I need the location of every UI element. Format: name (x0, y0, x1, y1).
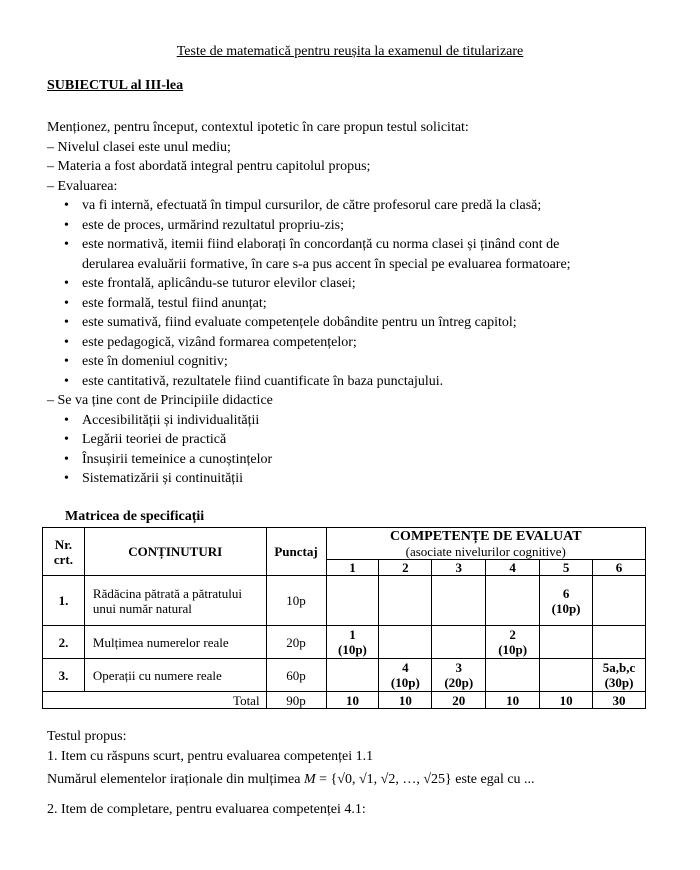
set-elements: √0, √1, √2, …, √25 (337, 772, 446, 787)
context-section (47, 118, 647, 489)
matrix-title: Matricea de specificații (65, 509, 205, 524)
row-content-line2: unui număr natural (92, 600, 192, 616)
header-competences (326, 528, 646, 560)
comp-number: 5 (540, 560, 593, 576)
comp-cell-points: (30p) (604, 675, 634, 690)
set-definition: = {√0, √1, √2, …, √25} (319, 772, 452, 787)
evaluation-list (47, 196, 647, 391)
comp-cell (593, 576, 646, 626)
comp-cell (593, 626, 646, 659)
evaluation-item: • este sumativă, fiind evaluate competențele dobândite pentru un întreg capitol; (47, 313, 647, 333)
evaluation-item: • este formală, testul fiind anunțat; (47, 294, 647, 314)
comp-cell (486, 576, 540, 626)
total-cell: 10 (379, 692, 432, 709)
comp-cell (486, 626, 540, 659)
evaluation-item-line1: este normativă, itemii fiind elaborați în concordanță cu norma clasei și ținând cont de (82, 237, 560, 252)
header-nr-line1: Nr. (54, 536, 73, 552)
comp-cell (379, 576, 432, 626)
dash-item: – Nivelul clasei este unul mediu; (47, 139, 231, 155)
header-nr (43, 528, 85, 576)
comp-number: 2 (379, 560, 432, 576)
comp-cell-points: (10p) (338, 642, 367, 657)
total-cell: 30 (593, 692, 646, 709)
total-row (43, 692, 646, 709)
row-points: 20p (266, 626, 326, 659)
comp-cell (486, 659, 540, 692)
specification-matrix (42, 527, 646, 709)
comp-cell-item: 5a,b,c (602, 660, 636, 675)
principle-item: • Accesibilității și individualității (47, 411, 647, 431)
page-header (0, 42, 700, 62)
principle-item: • Însușirii temeinice a cunoștințelor (47, 450, 647, 470)
row-nr: 1. (43, 576, 85, 626)
row-content: Mulțimea numerelor reale (84, 626, 266, 659)
evaluation-item: • este pedagogică, vizând formarea competențelor; (47, 333, 647, 353)
comp-cell-item: 1 (349, 627, 356, 642)
comp-cell-item: 2 (509, 627, 516, 642)
comp-cell (379, 659, 432, 692)
comp-cell (326, 626, 379, 659)
row-nr: 2. (43, 626, 85, 659)
header-text: Teste de matematică pentru reușita la examenul de titularizare (176, 44, 524, 59)
principles-list (47, 411, 647, 489)
comp-cell-points: (20p) (444, 675, 474, 690)
comp-cell (540, 626, 593, 659)
header-points: Punctaj (266, 528, 326, 576)
comp-cell (432, 576, 486, 626)
comp-cell-item: 6 (562, 585, 570, 601)
row-points: 60p (266, 659, 326, 692)
comp-cell-points: (10p) (390, 675, 420, 690)
evaluation-item: • este frontală, aplicându-se tuturor elevilor clasei; (47, 274, 647, 294)
evaluation-item-line2: derularea evaluării formative, în care s-a pus accent în special pe evaluarea formatoare; (82, 256, 571, 272)
test-item-1: 1. Item cu răspuns scurt, pentru evaluarea competenței 1.1 (47, 748, 374, 764)
evaluation-item: • este de proces, urmărind rezultatul propriu-zis; (47, 216, 647, 236)
test-section (47, 727, 667, 820)
evaluation-item: • este în domeniul cognitiv; (47, 352, 647, 372)
comp-cell (540, 659, 593, 692)
table-row (43, 576, 646, 626)
comp-cell-points: (10p) (498, 642, 528, 657)
comp-number: 6 (593, 560, 646, 576)
principle-item: • Sistematizării și continuității (47, 469, 647, 489)
row-content-line1: Rădăcina pătrată a pătratului (92, 585, 242, 601)
comp-cell (432, 659, 486, 692)
dash-item: – Materia a fost abordată integral pentru capitolul propus; (47, 159, 371, 174)
table-row (43, 626, 646, 659)
subject-title: SUBIECTUL al III-lea (47, 78, 184, 93)
header-competences-title: COMPETENȚE DE EVALUAT (389, 528, 582, 544)
comp-number: 1 (326, 560, 379, 576)
comp-cell (379, 626, 432, 659)
item1-text: Numărul elementelor iraționale din mulțimea (47, 772, 301, 787)
total-cell: 10 (326, 692, 379, 709)
comp-cell (432, 626, 486, 659)
comp-cell (326, 659, 379, 692)
evaluation-item (47, 235, 647, 274)
test-title: Testul propus: (47, 729, 127, 744)
table-row (43, 659, 646, 692)
total-cell: 20 (432, 692, 486, 709)
evaluation-item: • va fi internă, efectuată în timpul cursurilor, de către profesorul care predă la clasă; (47, 196, 647, 216)
row-content (84, 576, 266, 626)
test-item-1-statement (47, 768, 667, 792)
set-variable: M (303, 772, 316, 787)
item1-suffix: este egal cu ... (455, 772, 535, 787)
total-cell: 10 (486, 692, 540, 709)
comp-cell (540, 576, 593, 626)
principles-intro: – Se va ține cont de Principiile didactice (47, 393, 273, 408)
row-points: 10p (266, 576, 326, 626)
header-competences-sub: (asociate nivelurilor cognitive) (405, 543, 566, 559)
row-nr: 3. (43, 659, 85, 692)
total-cell: 10 (540, 692, 593, 709)
total-points: 90p (266, 692, 326, 709)
row-content: Operații cu numere reale (84, 659, 266, 692)
comp-cell-item: 3 (455, 660, 463, 675)
intro-text: Menționez, pentru început, contextul ipotetic în care propun testul solicitat: (47, 120, 469, 135)
header-content: CONȚINUTURI (84, 528, 266, 576)
comp-cell-points: (10p) (551, 600, 581, 616)
dash-item: – Evaluarea: (47, 178, 118, 194)
total-label: Total (43, 692, 267, 709)
evaluation-item: • este cantitativă, rezultatele fiind cuantificate în baza punctajului. (47, 372, 647, 392)
comp-cell (326, 576, 379, 626)
comp-number: 4 (486, 560, 540, 576)
principle-item: • Legării teoriei de practică (47, 430, 647, 450)
comp-cell (593, 659, 646, 692)
comp-number: 3 (432, 560, 486, 576)
test-item-2: 2. Item de completare, pentru evaluarea competenței 4.1: (47, 802, 366, 817)
header-nr-line2: crt. (53, 551, 74, 567)
comp-cell-item: 4 (402, 660, 409, 675)
